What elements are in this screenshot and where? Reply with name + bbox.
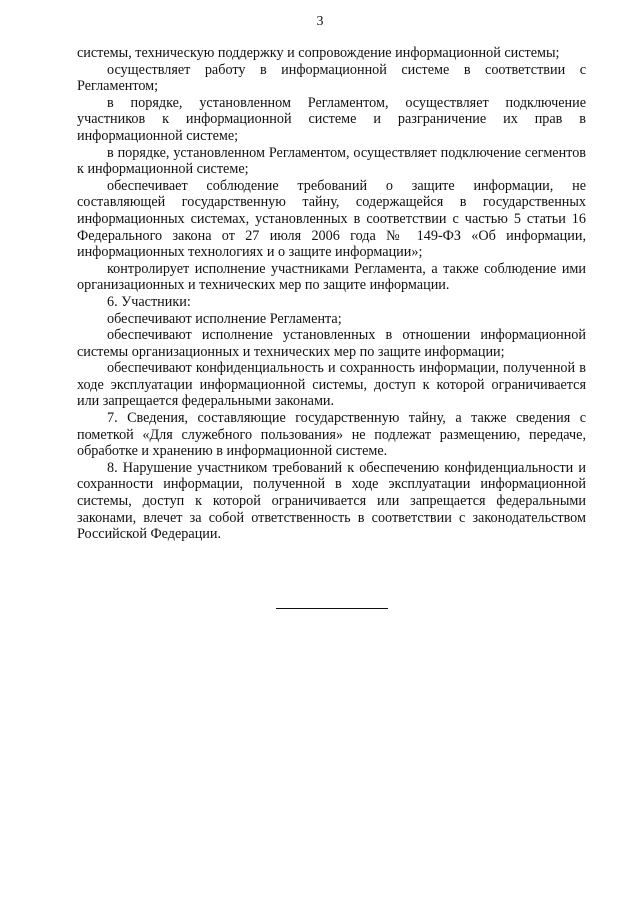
paragraph-controls-execution: контролирует исполнение участниками Регламента, а также соблюдение ими организационных и технических мер по защите информации.: [77, 260, 586, 294]
paragraph-connects-participants: в порядке, установленном Регламентом, осуществляет подключение участников к информационной системе и разграничение их прав в информационной системе;: [77, 94, 586, 144]
document-body: [77, 45, 586, 543]
paragraph-system-support: системы, техническую поддержку и сопровождение информационной системы;: [77, 45, 560, 61]
page-number: 3: [316, 14, 324, 29]
paragraph-participants-execute-measures: обеспечивают исполнение установленных в отношении информационной системы организационных и технических мер по защите информации;: [77, 327, 586, 360]
end-of-text-rule: [276, 608, 388, 609]
paragraph-participants-confidentiality: обеспечивают конфиденциальность и сохранность информации, полученной в ходе эксплуатации информационной системы, доступ к которой ограничивается или запрещается федеральными законами.: [77, 360, 586, 410]
paragraph-ensures-protection-requirements: обеспечивает соблюдение требований о защите информации, не составляющей государственную тайну, содержащейся в государственных информационных системах, установленных в соответствии с частью 5 статьи 16 Федерального закона от 27 июля 2006 года № 149-ФЗ «Об информации, информационных технологиях и о защите информации»;: [77, 177, 586, 261]
paragraph-section-8: 8. Нарушение участником требований к обеспечению конфиденциальности и сохранности информации, полученной в ходе эксплуатации информационной системы, доступ к которой ограничивается или запрещается федеральными законами, влечет за собой ответственность в соответствии с законодательством Российской Федерации.: [77, 459, 586, 543]
paragraph-connects-segments: в порядке, установленном Регламентом, осуществляет подключение сегментов к информационной системе;: [77, 144, 586, 178]
paragraph-operates-per-regulation: осуществляет работу в информационной системе в соответствии с Регламентом;: [77, 61, 586, 95]
paragraph-section-7: 7. Сведения, составляющие государственную тайну, а также сведения с пометкой «Для служебного пользования» не подлежат размещению, передаче, обработке и хранению в информационной системе.: [77, 410, 586, 460]
paragraph-participants-execute-regulation: обеспечивают исполнение Регламента;: [107, 310, 342, 327]
paragraph-section-6-heading: 6. Участники:: [107, 293, 191, 310]
